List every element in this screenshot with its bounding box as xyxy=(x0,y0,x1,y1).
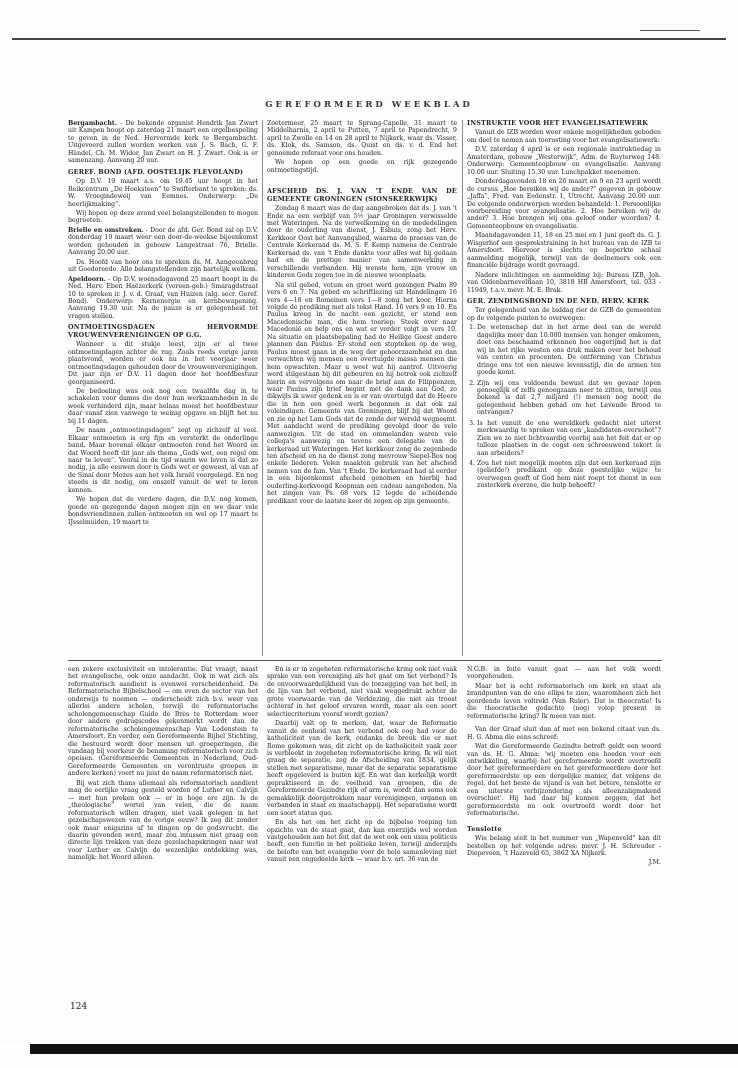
paragraph: Op D.V. 19 maart a.s. om 19.45 uur hoopt in het Reikcentrum „De Hoeksteen” te Swifterbant te spreken: ds. W. Vroegindeweij van Eemnes. Onderwerp: „De heerlijkmaking”. xyxy=(68,178,258,208)
section-heading: GEREF. BOND (AFD. OOSTELIJK FLEVOLAND) xyxy=(68,167,244,176)
section-heading: AFSCHEID DS. J. VAN 'T ENDE VAN DE GEMEENTE GRONINGEN (SIONSKERKWIJK) xyxy=(267,187,457,203)
lower-column-1 xyxy=(68,666,258,996)
paragraph: Daarbij valt op te merken, dat, waar de Reformatie vanuit de eenheid van het verbond ook oog had voor de katholiciteit van de kerk, ondanks de breuk die er met Rome gekomen was, dit zicht op de katholiciteit vaak zeer is verbleekt in zogeheten reformatorische kring. Ik wil niet graag de separatie, zeg de Afscheiding van 1834, gelijk stellen met separatisme, maar dat de separatie separatisme heeft opgeleverd is buiten kijf. En wat dan kerkelijk wordt gepraktiseerd in de veelheid van groepen, die de Gereformeerde Gezindte rijk of arm is, wordt dan soms ook gemakkelijk doorgetrokken naar verenigingen, organen en verbanden in staat en maatschappij. Het separatisme wordt een soort status quo. xyxy=(267,720,457,817)
section-heading: GER. ZENDINGSBOND IN DE NED. HERV. KERK xyxy=(467,296,650,305)
paragraph: Wie belang stelt in het nummer van „Wapenveld” kan dit bestellen op het volgende adres: mevr. J. H. Schreuder - Diepeveen, 't Hazeveld 65, 3862 XA Nijkerk. xyxy=(467,835,661,857)
section-divider xyxy=(68,660,662,661)
top-rule xyxy=(12,38,726,40)
paragraph: Bij wat zich thans allemaal als reformatorisch aandient mag de eerlijke vraag gesteld worden of Luther en Calvijn — met hun preken ook — er in hoge ere zijn. Is de „theologische” wortel van velen, die de naam reformatorisch willen dragen, niet vaak gelegen in het gezelschapswezen van de vorige eeuw? Ik zeg dit zonder ook maar enigszins af te dingen op de godsvrucht, die daarin gevonden werd, maar zou intussen niet graag een directe lijn trekken van deze gezelschapskringen naar wat voor Luther en Calvijn de wezenlijke ontdekking was, namelijk: het Woord alleen. xyxy=(68,779,258,862)
list-item: 1. De wetenschap dat in het arme deel van de wereld dagelijks meer dan 10.000 mensen van honger omkomen, doet ons beschaamd erkennen hoe ongerijmd het is dat wij in het rijke westen ons druk maken over het behoud van centen en procenten. De ontferming van Christus dringe ons tot een nieuwe levensstijl, die de armen ten goede komt. xyxy=(477,324,661,376)
paragraph: Van der Graaf sluit dan af met een bekend citaat van ds. H. G. Abma die eens schreef: xyxy=(467,726,661,741)
paragraph: Ter gelegenheid van de biddag rier de GZB de gemeenten op de volgende punten te overwegen: xyxy=(467,307,661,322)
paragraph: Brielle en omstreken. - Door de afd. Ger. Bond zal op D.V. donderdag 19 maart weer een door-de-weekse bijeenkomst worden gehouden in gebouw Langestraat 76, Brielle. Aanvang 20.00 uur. xyxy=(68,226,258,257)
list-item: 4. Zou het niet mogelijk moeten zijn dat een kerkeraad zijn (geliefde!) predikant op deze geestelijke wijze te overwegen geeft of God hem niet roept tot dienst in een zusterkerk overzee, die hulp behoeft? xyxy=(477,460,661,490)
paragraph: Ds. Hoofd van hoor ons te spreken ds. M. Aangeenbrug uit Goedereede. Alle belangstellenden zijn hartelijk welkom. xyxy=(68,258,258,274)
scan-edge-gap xyxy=(0,1044,30,1054)
paragraph: Wat die Gereformeerde Gezindte betreft geldt een woord van ds. H. G. Abma: 'wij moeten ons hoeden voor een ontwikkeling, waarbij het gereformeerde wordt overtroefd door het gereformeerdere en het gereformeerdere door het gereformeerdste op een dergelijke manier, dat volgens de regel, dat het beste de vijand is van het betere, tenslotte er een uiterste verbijzondering als alleenzaligmakend overschiet'. Hij had daar bij kunnen zeggen, dat het gereformeerdste nu ook overtroefd wordt door het reformatorische. xyxy=(467,743,661,818)
lower-column-2 xyxy=(267,666,457,996)
list-item: 3. Is het vanuit de ene wereldkerk gedacht niet uiterst merkwaardig te spreken van een „kandidaten-overschot”? Zien we zo niet lichtvaardig voorbij aan het feit dat er op talloze plaatsen in de cogst een schreeuwend tekort is aan arbeiders? xyxy=(477,420,661,457)
place-lead: Bergambacht. xyxy=(68,120,117,127)
list-item: 2. Zijn wij ons voldoende bewust dat we gevaar lopen genoeglijk of zelfs genoegzaam neer te zitten, terwijl ons bekend is dat 2,7 miljard (!) mensen nog nooit de gelegenheid hebben gehad om het Levende Brood te ontvangen? xyxy=(477,380,661,417)
paragraph: Wanneer u dit stukje leest, zijn er al twee ontmoetingdagen achter de rug. Zoals reeds vorige jaren plaatsvond, worden er ook nu in het voorjaar weer ontmoetingsdagen gehouden door de vrouwenverenigingen. Dit jaar zijn er D.V. 11 dagen door het hoofdbestuur georganiseerd. xyxy=(68,341,258,386)
column-divider xyxy=(462,120,463,656)
paragraph: Bergambacht. - De bekende organist Hendrik Jan Zwart uit Kampen hoopt op zaterdag 21 maart een orgelbespeling te geven in de Ned. Hervormde kerk te Bergambacht. Uitgevoerd zullen worden werken van J. S. Bach, G. F. Händel, Ch. M. Widor, Jan Zwart en H. J. Zwart. Ook is er samenzang. Aanvang 20 uur. xyxy=(68,120,258,165)
place-lead: Brielle en omstreken. xyxy=(68,226,144,234)
paragraph: We hopen dat de verdere dagen, die D.V. nog komen, goede en gezegende dagen mogen zijn en we daar vele bondsvriendinnen zullen ontmoeten en wel op 17 maart te IJsselmuiden, 19 maart te xyxy=(68,496,258,526)
section-heading: INSTRUKTIE VOOR HET EVANGELISATIEWERK xyxy=(467,120,648,127)
paragraph: D.V. zaterdag 4 april is er een regionale instruktiedag in Amsterdam, gebouw „Westerwijk”, Adm. de Ruyterweg 148. Onderwerp: Gemeenteopbouw en evangelisatie. Aanvang 10.00 uur. Sluiting 15.30 uur. Lunchpakket meenemen. xyxy=(467,146,661,176)
column-3 xyxy=(467,120,661,655)
section-heading: Tenslotte xyxy=(467,824,502,833)
paragraph: een zekere exclusiviteit en intolerantie. Dat vraagt, naast het evangelische, ook onze aandacht. Ook in wat zich als reformatorisch aandient is evenwel verscheidenheid. De Reformatorische Bijbelschool — om even de sector van het onderwijs te noemen — onderscheidt zich b.v. weer van allerlei andere scholen, terwijl de reformatorische scholengemeenschap Guido de Brès te Rotterdam weer door andere gedragscodes gekenmerkt wordt dan de reformatorische scholengemeenschap Van Lodenstein te Amersfoort. En verder, een Gereformeerde Bijbel Stichting, die bestuurd wordt door mensen uit groeperingen, die vandaag bij voorkeur de benaming reformatorisch voor zich opeisen. (Gereformeerde Gemeenten in Nederland, Oud-Gereformeerde Gemeenten en verontruste groepen in andere kerken) voert nu juist de naam reformatorisch niet. xyxy=(68,666,258,778)
scan-edge-bar xyxy=(0,1044,738,1054)
paragraph: Vanuit de IZB worden weer enkele mogelijkheden geboden om deel te nemen aan toerusting voor het evangelisatiewerk: xyxy=(467,129,661,144)
place-lead: Apeldoorn. xyxy=(68,275,106,283)
section-heading: ONTMOETINGSDAGEN HERVORMDE VROUWENVERENIGINGEN OP G.G. xyxy=(68,323,258,339)
paragraph: De bedoeling was ook nog een twaalfde dag in te schakelen voor dames die door hun werkzaamheden in de week verhinderd zijn, maar helaas moest het hoofdbestuur daar vanaf zien vanwege te weinig opgave en blijft het nu bij 11 dagen. xyxy=(68,387,258,425)
paragraph: Apeldoorn. - Op D.V. woensdagavond 25 maart hoopt in de Ned. Herv. Eben Haëzerkerk (vereen-geb.) Smaragdstraat 10 te spreken ir. J. v. d. Graaf, van Huizen (alg. secr. Geref. Bond). Onderwerp: Kernenergie en kernbewapening. Aanvang 19.30 uur. Na de pauze is er gelegenheid tot vragen stellen. xyxy=(68,275,258,320)
paragraph: Maandagavonden 11, 18 en 25 mei en 1 juni geeft ds. G. J. Wisgerhof een gesprekstraining in het bureau van de IZB te Amersfoort. Hiervoor is slechts op beperkte schaal aanmelding mogelijk, terwijl van de deelnemers ook een financiële bijdrage wordt gevraagd. xyxy=(467,232,661,270)
author-signature: J.M. xyxy=(648,859,661,867)
paragraph: Wij hopen op deze avond veel belangstellenden te mogen begroeten. xyxy=(68,209,258,225)
column-1 xyxy=(68,120,258,655)
paragraph: Maar het is echt reformatorisch om kerk en staat als brandpunten van de ene ellips te zien, waaromheen zich het geordende leven voltrekt (Van Ruler). Dat is theocratie! Is die theocratische gedachte (nog) volop present in reformatorische kring? Ik meen van niet. xyxy=(467,682,661,720)
paragraph: Zoetermeer, 25 maart te Sprang-Capelle, 31 maart te Middelharnis, 2 april te Putten, 7 april te Papendrecht, 9 april te Zwolle en 14 en 28 april te Nijkerk, waar ds. Visser, ds. Klok, ds. Samson, ds. Quist en ds. v. d. End het genoemde referaat voor ons houden. xyxy=(267,120,457,157)
paragraph: De naam „ontmoetingsdagen” zegt op zichzelf al veel. Elkaar ontmoeten is erg fijn en versterkt de onderlinge band. Maar bovenal elkaar ontmoeten rond het Woord en dat Woord heeft dit jaar als thema „Gods wet, een regel om naar te leven”. Vooral in de tijd waarin we leven is dat zo nodig, ja alle eeuwen door is Gods wet er geweest, al van af de Sinaï door Mozes aan het volk Israël voorgelegd. En nog steeds is dit nodig, om onszelf vanuit de wet te leren kennen. xyxy=(68,427,258,494)
paragraph: Na stil gebed, votum en groet werd gezongen Psalm 89 vers 6 en 7. Na gebed en schriftlezing uit Handelingen 16 vers 4—18 en Romeinen vers 1—8 zong het koor. Hierna volgde de prediking met als tekst Hand. 16 vers 9 en 10. En Paulus kreeg in de nacht een gezicht, er stond een Macedonische man, die hem toeriep: Steek over naar Macedonië en help ons en wat er verder volgt in vers 10. Na situatie en plaatsbepaling had de Heilige Geest andere plannen dan Paulus. Er stond een stopteken op de weg, Paulus moest gaan in de weg der gehoorzaamheid en dan verwachten wij mensen een overtuigde massa mensen die hem opwachten. Maar u weet wat hij aantrof. Uitvoerig werd stilgestaan bij dit gebeuren en hij betrok ook zichzelf hierin en vervolgens om naar de brief aan de Filippenzen, waar Paulus zijn brief begint met de dank aan God, zo dikwijls ik uwer gedenk en is er van overtuigd dat de Heere die in hen een goed werk begonnen is dat ook zal voleindigen. Gemeente van Groningen, blijf bij dat Woord en zie op het Lam Gods dat de zonde der wereld wegneemt. Met aandacht werd de prediking gevolgd door de vele aanwezigen. Uit de stad en ommelanden waren vele collega's aanwezig en tevens een delegatie van de kerkeraad uit Wateringen. Het kerkkoor zong de zegenbede ten afscheid en na de dienst zong mevrouw Siepel-Bos nog enkele liederen. Velen maakten gebruik van het afscheid nemen van de fam. Van 't Ende. De kerkeraad had al eerder in een bijeenkomst afscheid genomen en hierbij had ouderling-kerkvoogd Koopman een cadeau aangeboden. Na het zingen van Ps. 68 vers 12 legde de scheidende predikant voor de laatste keer de zegen op zijn gemeente. xyxy=(267,281,457,505)
paragraph: N.G.B. in feite vanuit gaat — aan het volk wordt voorgehouden. xyxy=(467,666,661,681)
paragraph: Donderdagavonden 18 en 26 maart en 9 en 23 april wordt de cursus „Hoe bereiken wij de ander?” gegeven in gebouw „Jaffa”, Fred. van Eedenstr. 1, Utrecht. Aanvang 20.00 uur. De volgende onderwerpen worden behandeld: 1. Persoonlijke voorbereiding voor evangelisatie. 2. Hoe bereiken wij de ander? 3. Hoe brengen wij ons geloof onder woorden? 4. Gemeenteopbouw en evangelisatie. xyxy=(467,178,661,230)
page-number: 124 xyxy=(70,1002,88,1012)
paragraph: En als het om het zicht op de bijbelse roeping ten opzichte van de staat gaat, dan kan enerzijds wel worden vastgehouden aan het feit dat de wet ook een usus politicus heeft, een functie in het politieke leven, terwijl anderzijds de belofte van het evangelie voor de hele samenleving niet vanuit een ongedeelde kerk — waar b.v. art. 36 van de xyxy=(267,819,457,864)
paragraph: En is er in zogeheten reformatorische kring ook niet vaak sprake van een vereniging als het gaat om het verbond? Is de onvoorwaardelijkheid van de toezegging van het heil, in de lijn van het verbond, niet vaak weggedrukt achter de grote voorwaarde van de Verkiezing, die niet als troost achteraf in het geloof ervaren wordt, maar als een soort selectiecriterium vooraf wordt gezien? xyxy=(267,666,457,718)
paragraph: Zondag 8 maart was de dag aangebroken dat ds. J. van 't Ende na een verblijf van 5½ jaar Groningen verwisselde met Wateringen. Na de verwelkoming en de mededelingen door de ouderling van dienst, J. Esbuis, zong het Herv. Kerkkoor Oost het Aanvangslied, waarna de praeses van de Centrale Kerkeraad ds. M. S. F. Kemp namens de Centrale Kerkeraad ds. van 't Ende dankte voor alles wat hij gedaan had en de prettige manier van samenwerking in verschillende verbanden. Hij wenste hem, zijn vrouw en kinderen Gods zegen toe in de nieuwe woonplaats. xyxy=(267,205,457,280)
column-divider xyxy=(262,120,263,656)
masthead: GEREFORMEERD WEEKBLAD xyxy=(265,100,473,110)
paragraph: We hopen op een goede en rijk gezegende ontmoetingstijd. xyxy=(267,159,457,174)
top-rule-accent xyxy=(640,30,700,31)
column-2 xyxy=(267,120,457,655)
paragraph: Nadere inlichtingen en aanmelding bij: Bureau IZB, Joh. van Oldenbarneveltlaan 10, 3818 HB Amersfoort, tel. 033 - 11949, t.a.v. mevr. M. E. Brak. xyxy=(467,271,661,294)
consideration-list xyxy=(467,324,661,490)
lower-column-3 xyxy=(467,666,661,996)
